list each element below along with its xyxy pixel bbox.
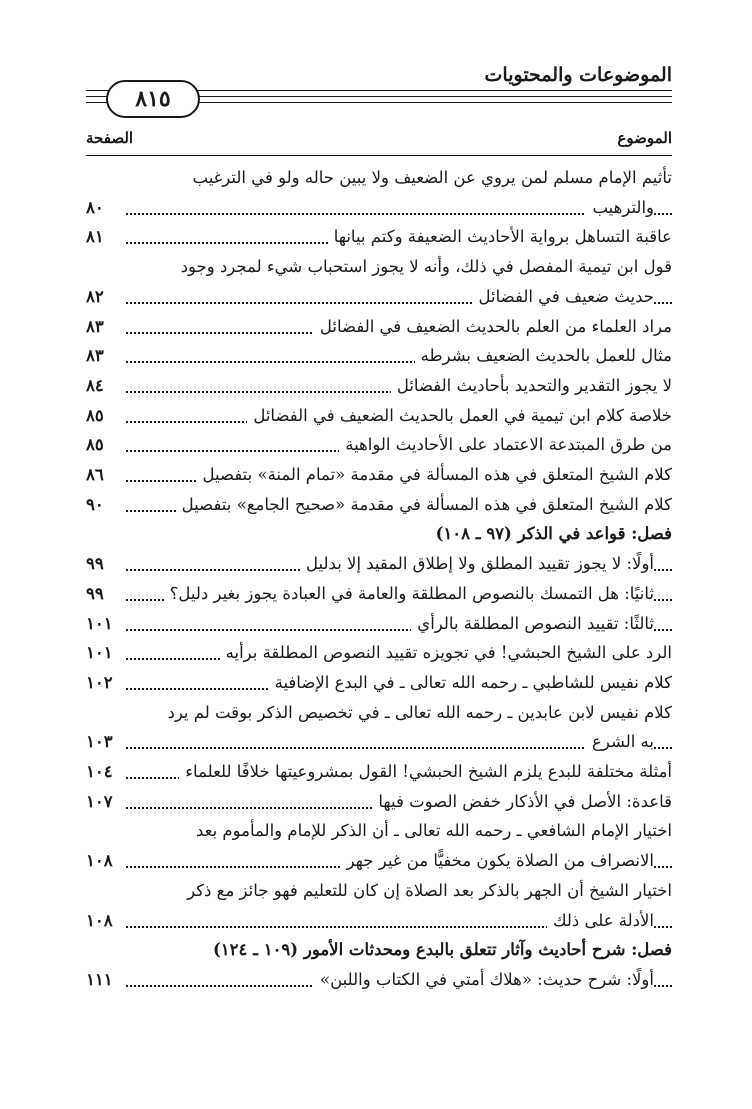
toc-entry-text: الأدلة على ذلك <box>547 911 654 930</box>
toc-entry-text: كلام الشيخ المتعلق في هذه المسألة في مقدمة «صحيح الجامع» بتفصيل <box>176 495 672 514</box>
toc-entry-text: حديث ضعيف في الفضائل <box>473 287 654 306</box>
toc-entry-text: أولًا: لا يجوز تقييد المطلق ولا إطلاق المقيد إلا بدليل <box>300 554 654 573</box>
toc-entry-text: تأثيم الإمام مسلم لمن يروي عن الضعيف ولا يبين حاله ولو في الترغيب <box>187 168 673 187</box>
toc-line <box>86 821 672 850</box>
toc-entry-text: اختيار الشيخ أن الجهر بالذكر بعد الصلاة إن كان للتعليم فهو جائز مع ذكر <box>181 881 672 900</box>
toc-entry-text: قول ابن تيمية المفصل في ذلك، وأنه لا يجوز استحباب شيء لمجرد وجود <box>175 257 672 276</box>
toc-line <box>86 287 672 316</box>
toc-entry-text: الانصراف من الصلاة يكون مخفيًّا من غير جهر <box>341 851 654 870</box>
toc-page-number: ١٠٨ <box>86 910 113 930</box>
toc-entry-text: الرد على الشيخ الحبشي! في تجويزه تقييد النصوص المطلقة برأيه <box>220 643 672 662</box>
toc-page-number: ١٠٧ <box>86 791 113 811</box>
toc-entry-text: أولًا: شرح حديث: «هلاك أمتي في الكتاب واللبن» <box>314 970 654 989</box>
toc-page-number: ١٠١ <box>86 643 113 663</box>
toc-line <box>86 406 672 435</box>
toc-line <box>86 584 672 613</box>
toc-line <box>86 198 672 227</box>
toc-page-number: ٨٥ <box>86 435 104 455</box>
toc-entry-text: كلام نفيس لابن عابدين ـ رحمه الله تعالى ـ في تخصيص الذكر بوقت لم يرد <box>161 703 672 722</box>
toc-line <box>86 257 672 286</box>
toc-line <box>86 762 672 791</box>
toc-entry-text: لا يجوز التقدير والتحديد بأحاديث الفضائل <box>391 376 672 395</box>
toc-entry-text: مراد العلماء من العلم بالحديث الضعيف في الفضائل <box>314 317 672 336</box>
toc-entry-text: ثانيًا: هل التمسك بالنصوص المطلقة والعامة في العبادة يجوز بغير دليل؟ <box>164 584 654 603</box>
toc-line <box>86 703 672 732</box>
toc-page-number: ٨٢ <box>86 286 104 306</box>
toc-page-number: ٩٩ <box>86 583 104 603</box>
toc-page-number: ٨٠ <box>86 197 104 217</box>
toc-line <box>86 554 672 583</box>
toc-page-number: ١٠٢ <box>86 672 113 692</box>
toc-page-number: ٩٩ <box>86 554 104 574</box>
toc-entry-text: مثال للعمل بالحديث الضعيف بشرطه <box>415 346 672 365</box>
toc-page-number: ٨٥ <box>86 405 104 425</box>
toc-line <box>86 168 672 197</box>
toc-line <box>86 465 672 494</box>
toc-line <box>86 376 672 405</box>
toc-entry-text: ثالثًا: تقييد النصوص المطلقة بالرأي <box>411 614 654 633</box>
section-heading <box>86 524 672 553</box>
toc-page-number: ١٠٨ <box>86 851 113 871</box>
column-header-page: الصفحة <box>86 129 134 147</box>
section-heading-text: فصل: شرح أحاديث وآثار تتعلق بالبدع ومحدثات الأمور (١٠٩ ـ ١٢٤) <box>207 940 672 959</box>
column-header-subject: الموضوع <box>617 129 672 147</box>
toc-entry-text: كلام الشيخ المتعلق في هذه المسألة في مقدمة «تمام المنة» بتفصيل <box>197 465 672 484</box>
section-heading-text: فصل: قواعد في الذكر (٩٧ ـ ١٠٨) <box>430 524 672 543</box>
toc-line <box>86 673 672 702</box>
toc-page-number: ٩٠ <box>86 494 104 514</box>
toc-page-number: ١٠٤ <box>86 762 113 781</box>
page-number: ٨١٥ <box>106 80 200 118</box>
toc-entry-text: خلاصة كلام ابن تيمية في العمل بالحديث الضعيف في الفضائل <box>247 406 672 425</box>
toc-line <box>86 792 672 821</box>
toc-entry-text: من طرق المبتدعة الاعتماد على الأحاديث الواهية <box>339 435 672 454</box>
toc-entry-text: قاعدة: الأصل في الأذكار خفض الصوت فيها <box>372 792 672 811</box>
toc-line <box>86 346 672 375</box>
toc-line <box>86 970 672 999</box>
toc-entry-text: والترهيب <box>586 198 654 217</box>
toc-entry-text: أمثلة مختلفة للبدع يلزم الشيخ الحبشي! القول بمشروعيتها خلافًا للعلماء <box>179 762 672 781</box>
toc-page-number: ٨١ <box>86 227 104 247</box>
running-header-title: الموضوعات والمحتويات <box>484 64 672 86</box>
toc-entry-text: اختيار الإمام الشافعي ـ رحمه الله تعالى ـ أن الذكر للإمام والمأموم بعد <box>190 821 672 840</box>
toc-line <box>86 881 672 910</box>
toc-page-number: ١٠١ <box>86 613 113 633</box>
toc-page-number: ٨٣ <box>86 346 104 366</box>
toc-page-number: ١١١ <box>86 969 113 989</box>
toc-page-number: ٨٣ <box>86 316 104 336</box>
toc-line <box>86 614 672 643</box>
toc-entry-text: به الشرع <box>586 732 654 751</box>
toc-line <box>86 435 672 464</box>
toc-entry-text: كلام نفيس للشاطبي ـ رحمه الله تعالى ـ في البدع الإضافية <box>269 673 672 692</box>
toc-line <box>86 495 672 524</box>
toc-line <box>86 317 672 346</box>
toc-page-number: ٨٦ <box>86 465 104 484</box>
toc-line <box>86 732 672 761</box>
section-heading <box>86 940 672 969</box>
toc-line <box>86 851 672 880</box>
column-header-rule <box>86 155 672 156</box>
toc-entry-text: عاقبة التساهل برواية الأحاديث الضعيفة وكتم بيانها <box>328 227 672 246</box>
toc-line <box>86 643 672 672</box>
toc-line <box>86 911 672 940</box>
toc-line <box>86 227 672 256</box>
toc-page-number: ٨٤ <box>86 375 104 395</box>
toc-page-number: ١٠٣ <box>86 732 113 752</box>
